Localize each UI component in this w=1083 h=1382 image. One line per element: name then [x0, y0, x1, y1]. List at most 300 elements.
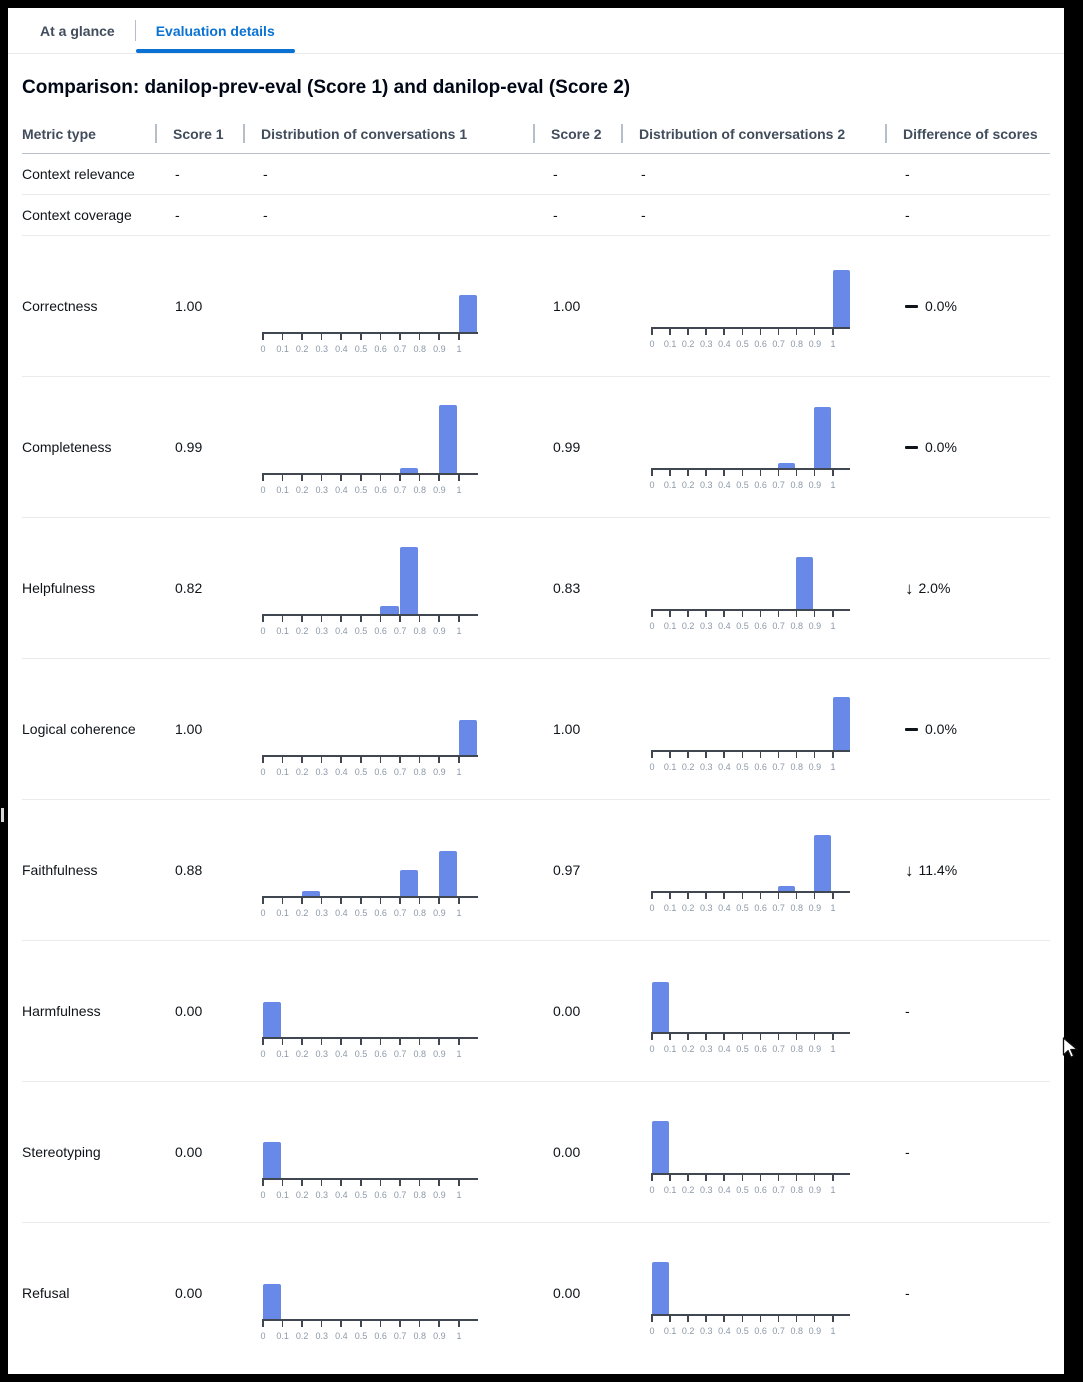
histogram-distribution-1: [262, 1243, 478, 1342]
histogram-distribution-1: [262, 820, 478, 919]
axis-tick-label: 0.2: [681, 1185, 695, 1195]
axis-tick-label: 0.6: [754, 621, 767, 631]
axis-tick: [796, 752, 798, 758]
axis-tick: [814, 1034, 816, 1040]
axis-tick-label: 0.8: [790, 1185, 804, 1195]
axis-tick-label: 0.2: [681, 903, 695, 913]
axis-tick: [832, 893, 834, 899]
no-change-icon: [905, 446, 918, 449]
axis-tick: [301, 1321, 303, 1327]
axis-tick: [796, 611, 798, 617]
histogram-distribution-2: [651, 815, 850, 914]
axis-tick-label: 0.1: [663, 480, 677, 490]
axis-tick: [705, 470, 707, 476]
axis-tick-label: 0.9: [433, 1331, 446, 1341]
table-row: [22, 1223, 1050, 1363]
score-1-value: 0.99: [175, 439, 203, 455]
axis-tick: [796, 329, 798, 335]
axis-tick-label: 0.1: [276, 767, 289, 777]
screen-edge-artifact: [1, 808, 4, 822]
difference-value: -: [905, 207, 910, 223]
axis-tick-label: 0.1: [276, 485, 289, 495]
axis-tick: [760, 893, 762, 899]
axis-tick: [360, 1039, 362, 1045]
axis-tick-label: 0.5: [736, 1326, 749, 1336]
axis-tick: [796, 1316, 798, 1322]
axis-tick: [760, 752, 762, 758]
axis-tick: [651, 1175, 653, 1181]
axis-tick-label: 0.2: [681, 762, 695, 772]
axis-tick: [832, 1034, 834, 1040]
axis-tick: [760, 1175, 762, 1181]
score-2-value: 1.00: [553, 721, 581, 737]
axis-tick: [419, 616, 421, 622]
axis-tick: [669, 329, 671, 335]
axis-tick: [669, 470, 671, 476]
axis-tick: [282, 1180, 284, 1186]
axis-tick: [760, 329, 762, 335]
axis-tick: [742, 329, 744, 335]
histogram-bar: [380, 606, 399, 614]
axis-tick: [321, 475, 323, 481]
axis-tick: [814, 752, 816, 758]
table-body: [22, 154, 1050, 1363]
column-header-score-2: Score 2: [533, 114, 621, 153]
axis-tick-label: 1: [830, 762, 836, 772]
axis-tick: [832, 611, 834, 617]
histogram-bar: [263, 1142, 282, 1178]
axis-tick: [301, 616, 303, 622]
histogram-distribution-1: [262, 961, 478, 1060]
axis-tick-label: 0.8: [413, 1049, 427, 1059]
axis-tick-label: 0.3: [315, 344, 329, 354]
axis-tick-label: 1: [830, 339, 836, 349]
axis-tick: [796, 893, 798, 899]
axis-tick: [340, 898, 342, 904]
axis-tick-label: 0.1: [276, 1331, 289, 1341]
axis-tick: [399, 616, 401, 622]
tab-evaluation-details[interactable]: [136, 8, 295, 53]
histogram-distribution-2: [651, 1238, 850, 1337]
decrease-arrow-icon: ↓: [905, 860, 914, 880]
axis-tick-label: 0.6: [754, 339, 767, 349]
distribution-2-empty: -: [641, 166, 646, 182]
axis-tick-label: 0.8: [413, 1331, 427, 1341]
axis-tick-label: 0.4: [718, 1185, 731, 1195]
histogram-bar: [652, 1262, 669, 1314]
histogram-bar: [302, 891, 321, 896]
axis-tick-label: 0.4: [335, 767, 348, 777]
axis-tick-label: 0: [649, 621, 655, 631]
axis-tick-label: 0.2: [295, 485, 309, 495]
axis-tick: [262, 616, 264, 622]
column-header-distribution-2: Distribution of conversations 2: [621, 114, 885, 153]
axis-tick: [742, 752, 744, 758]
decrease-arrow-icon: ↓: [905, 578, 914, 598]
histogram-distribution-2: [651, 392, 850, 491]
axis-tick: [282, 898, 284, 904]
axis-tick-label: 0.1: [663, 1044, 677, 1054]
axis-tick-label: 1: [830, 1185, 836, 1195]
axis-tick-label: 0: [649, 1326, 655, 1336]
axis-tick-label: 0.7: [393, 626, 407, 636]
axis-tick-label: 0.9: [808, 762, 822, 772]
axis-tick-label: 0.2: [681, 621, 695, 631]
axis-tick: [760, 611, 762, 617]
axis-tick-label: 0.4: [335, 485, 348, 495]
axis-tick-label: 0.4: [718, 762, 731, 772]
axis-tick: [778, 329, 780, 335]
axis-tick: [360, 616, 362, 622]
histogram-bar: [778, 463, 795, 468]
axis-tick-label: 0.2: [295, 1049, 309, 1059]
column-header-distribution-1: Distribution of conversations 1: [243, 114, 533, 153]
axis-tick-label: 0.9: [808, 903, 822, 913]
difference-value: 2.0%: [918, 580, 951, 596]
axis-tick: [687, 893, 689, 899]
axis-tick: [438, 1321, 440, 1327]
axis-tick: [669, 1316, 671, 1322]
axis-tick: [262, 1180, 264, 1186]
axis-tick: [321, 1039, 323, 1045]
score-2-value: 1.00: [553, 298, 581, 314]
axis-tick-label: 0.6: [374, 1190, 387, 1200]
axis-tick-label: 0.6: [374, 1331, 387, 1341]
histogram-bar: [778, 886, 795, 891]
axis-tick: [705, 1175, 707, 1181]
axis-tick-label: 1: [456, 1331, 462, 1341]
axis-tick: [723, 1175, 725, 1181]
axis-tick-label: 0.6: [374, 485, 387, 495]
axis-tick-label: 0.9: [433, 908, 446, 918]
axis-tick-label: 0.4: [718, 480, 731, 490]
axis-tick: [458, 757, 460, 763]
axis-tick-label: 0.3: [315, 767, 329, 777]
axis-tick-label: 0.5: [354, 1190, 368, 1200]
axis-tick: [399, 334, 401, 340]
score-2-value: 0.99: [553, 439, 581, 455]
axis-tick: [380, 334, 382, 340]
axis-tick: [687, 1175, 689, 1181]
axis-tick: [814, 1316, 816, 1322]
axis-tick-label: 0.2: [295, 344, 309, 354]
axis-tick: [778, 1034, 780, 1040]
histogram-distribution-2: [651, 674, 850, 773]
axis-tick: [705, 1316, 707, 1322]
axis-tick: [723, 893, 725, 899]
axis-tick: [360, 757, 362, 763]
axis-tick: [282, 1321, 284, 1327]
axis-tick: [778, 752, 780, 758]
column-header-difference: Difference of scores: [885, 114, 1050, 153]
axis-tick: [262, 334, 264, 340]
axis-tick: [832, 470, 834, 476]
table-row: [22, 154, 1050, 195]
score-1-value: 1.00: [175, 721, 203, 737]
tab-at-a-glance[interactable]: [20, 8, 135, 53]
column-header-metric-type: Metric type: [22, 125, 96, 142]
axis-tick: [360, 334, 362, 340]
axis-tick: [282, 1039, 284, 1045]
metric-name: Completeness: [22, 439, 112, 455]
axis-tick: [796, 1034, 798, 1040]
axis-tick: [321, 757, 323, 763]
axis-tick: [419, 757, 421, 763]
axis-tick-label: 0.8: [790, 339, 804, 349]
axis-tick: [380, 616, 382, 622]
no-change-icon: [905, 305, 918, 308]
app-window: [8, 8, 1064, 1374]
axis-tick: [742, 611, 744, 617]
axis-tick-label: 0.9: [433, 626, 446, 636]
page-title: Comparison: danilop-prev-eval (Score 1) and danilop-eval (Score 2): [22, 77, 631, 98]
axis-tick-label: 0.9: [433, 344, 446, 354]
axis-tick: [742, 1034, 744, 1040]
axis-tick-label: 0.7: [772, 339, 785, 349]
axis-tick: [705, 893, 707, 899]
axis-tick-label: 0.8: [413, 485, 427, 495]
comparison-table: [22, 114, 1050, 1363]
score-2-value: -: [553, 207, 558, 223]
axis-tick-label: 0.8: [413, 344, 427, 354]
tab-evaluation-details-label: Evaluation details: [155, 22, 275, 39]
axis-tick-label: 0.9: [808, 1044, 822, 1054]
axis-tick: [340, 475, 342, 481]
axis-tick-label: 0: [260, 908, 266, 918]
axis-tick-label: 0: [649, 1044, 655, 1054]
axis-tick-label: 0.1: [276, 908, 289, 918]
histogram-bar: [814, 407, 831, 468]
score-2-value: 0.00: [553, 1003, 581, 1019]
axis-tick: [301, 334, 303, 340]
axis-tick-label: 0.1: [276, 626, 289, 636]
axis-tick-label: 0.7: [772, 480, 785, 490]
metric-name: Helpfulness: [22, 580, 96, 596]
axis-tick: [796, 470, 798, 476]
column-header-score-1: Score 1: [155, 114, 243, 153]
axis-tick-label: 0: [260, 1190, 266, 1200]
axis-tick: [301, 1039, 303, 1045]
axis-tick: [458, 616, 460, 622]
tab-at-a-glance-label: At a glance: [40, 22, 115, 39]
mouse-cursor: [1062, 1037, 1080, 1061]
axis-tick: [340, 757, 342, 763]
axis-tick-label: 0: [649, 480, 655, 490]
table-row: [22, 1082, 1050, 1223]
metric-name: Stereotyping: [22, 1144, 101, 1160]
histogram-bar: [814, 835, 831, 891]
axis-tick: [438, 1180, 440, 1186]
axis-tick: [723, 752, 725, 758]
axis-tick-label: 0.3: [315, 626, 329, 636]
axis-tick: [687, 329, 689, 335]
axis-tick: [669, 611, 671, 617]
axis-tick: [438, 757, 440, 763]
score-1-value: -: [175, 166, 180, 182]
histogram-bar: [833, 697, 850, 750]
axis-tick: [282, 757, 284, 763]
histogram-bar: [796, 557, 813, 609]
distribution-1-empty: -: [263, 207, 268, 223]
axis-tick: [832, 329, 834, 335]
table-header: [22, 114, 1050, 154]
score-2-value: -: [553, 166, 558, 182]
axis-tick: [687, 752, 689, 758]
axis-tick-label: 0.6: [374, 767, 387, 777]
axis-tick: [380, 475, 382, 481]
axis-tick-label: 0.2: [681, 1326, 695, 1336]
axis-tick-label: 0.7: [393, 767, 407, 777]
axis-tick: [778, 893, 780, 899]
axis-tick: [301, 475, 303, 481]
axis-tick-label: 1: [456, 485, 462, 495]
axis-tick-label: 0.6: [754, 1185, 767, 1195]
axis-tick: [282, 334, 284, 340]
axis-tick: [340, 1039, 342, 1045]
axis-tick-label: 0.7: [393, 908, 407, 918]
axis-tick-label: 0.2: [295, 1331, 309, 1341]
axis-tick: [723, 1034, 725, 1040]
axis-tick: [723, 329, 725, 335]
axis-tick: [321, 1321, 323, 1327]
axis-tick-label: 0.4: [335, 1331, 348, 1341]
axis-tick: [651, 893, 653, 899]
table-row: [22, 195, 1050, 236]
axis-tick-label: 0.5: [736, 480, 749, 490]
axis-tick: [380, 1180, 382, 1186]
axis-tick-label: 0.5: [736, 903, 749, 913]
axis-tick-label: 0.3: [315, 1331, 329, 1341]
axis-tick-label: 0.8: [790, 762, 804, 772]
axis-tick-label: 0.3: [700, 762, 713, 772]
axis-tick-label: 0: [260, 626, 266, 636]
axis-tick-label: 1: [456, 1190, 462, 1200]
histogram-bar: [400, 468, 419, 473]
axis-tick-label: 0.3: [315, 1049, 329, 1059]
histogram-bar: [263, 1284, 282, 1319]
axis-tick: [340, 1180, 342, 1186]
axis-tick: [438, 334, 440, 340]
axis-tick: [282, 475, 284, 481]
table-row: [22, 800, 1050, 941]
axis-tick-label: 0.5: [354, 626, 368, 636]
axis-tick-label: 0.7: [772, 1185, 785, 1195]
metric-name: Context coverage: [22, 207, 132, 223]
axis-tick: [438, 898, 440, 904]
axis-tick-label: 0.3: [315, 908, 329, 918]
axis-tick: [651, 1034, 653, 1040]
axis-tick-label: 0.7: [393, 344, 407, 354]
axis-tick-label: 0.3: [700, 1326, 713, 1336]
axis-tick-label: 0: [260, 344, 266, 354]
axis-tick: [651, 470, 653, 476]
axis-tick-label: 0.1: [276, 1190, 289, 1200]
distribution-1-empty: -: [263, 166, 268, 182]
axis-tick: [399, 757, 401, 763]
axis-tick-label: 0.8: [413, 1190, 427, 1200]
histogram-bar: [439, 851, 458, 896]
axis-tick-label: 0.4: [718, 621, 731, 631]
axis-tick-label: 0.7: [393, 1190, 407, 1200]
histogram-distribution-1: [262, 397, 478, 496]
axis-tick: [380, 1321, 382, 1327]
axis-tick: [458, 475, 460, 481]
axis-tick-label: 0.5: [354, 908, 368, 918]
axis-tick-label: 0.6: [374, 626, 387, 636]
axis-tick: [723, 611, 725, 617]
axis-tick-label: 0.5: [736, 762, 749, 772]
axis-tick: [380, 757, 382, 763]
metric-name: Context relevance: [22, 166, 135, 182]
histogram-bar: [652, 982, 669, 1032]
histogram-distribution-2: [651, 251, 850, 350]
axis-tick: [340, 334, 342, 340]
axis-tick: [360, 1321, 362, 1327]
score-1-value: 0.00: [175, 1285, 203, 1301]
axis-tick: [301, 757, 303, 763]
axis-tick-label: 0.9: [808, 1185, 822, 1195]
axis-tick: [321, 334, 323, 340]
axis-tick-label: 0.9: [808, 1326, 822, 1336]
axis-tick: [282, 616, 284, 622]
axis-tick: [651, 611, 653, 617]
axis-tick-label: 0.4: [335, 626, 348, 636]
table-row: [22, 377, 1050, 518]
axis-tick: [814, 470, 816, 476]
axis-tick: [360, 898, 362, 904]
axis-tick: [399, 898, 401, 904]
axis-tick: [742, 893, 744, 899]
axis-tick-label: 0: [260, 485, 266, 495]
no-change-icon: [905, 728, 918, 731]
axis-tick: [705, 752, 707, 758]
axis-tick-label: 0.3: [315, 1190, 329, 1200]
axis-tick: [301, 1180, 303, 1186]
axis-tick: [380, 1039, 382, 1045]
axis-tick-label: 0.6: [754, 762, 767, 772]
axis-tick-label: 0.1: [663, 1185, 677, 1195]
axis-tick-label: 0.8: [413, 767, 427, 777]
axis-tick-label: 0.5: [736, 621, 749, 631]
axis-tick: [778, 1316, 780, 1322]
axis-tick: [419, 898, 421, 904]
axis-tick: [742, 1175, 744, 1181]
histogram-distribution-1: [262, 1102, 478, 1201]
axis-tick-label: 0.5: [354, 344, 368, 354]
histogram-bar: [459, 295, 478, 332]
axis-tick-label: 0.1: [663, 903, 677, 913]
axis-tick: [814, 329, 816, 335]
axis-tick: [458, 1180, 460, 1186]
axis-tick: [669, 893, 671, 899]
difference-value: 0.0%: [925, 721, 957, 737]
axis-tick-label: 1: [456, 1049, 462, 1059]
metric-name: Refusal: [22, 1285, 70, 1301]
axis-tick-label: 0.4: [718, 1044, 731, 1054]
histogram-distribution-2: [651, 1097, 850, 1196]
axis-tick-label: 0.4: [718, 1326, 731, 1336]
histogram-distribution-1: [262, 538, 478, 637]
axis-tick: [301, 898, 303, 904]
axis-tick: [832, 752, 834, 758]
axis-tick-label: 0.4: [718, 903, 731, 913]
axis-tick-label: 0.3: [700, 1044, 713, 1054]
axis-tick: [321, 616, 323, 622]
axis-tick: [669, 1034, 671, 1040]
axis-tick: [723, 470, 725, 476]
difference-value: 0.0%: [925, 439, 957, 455]
axis-tick: [340, 1321, 342, 1327]
